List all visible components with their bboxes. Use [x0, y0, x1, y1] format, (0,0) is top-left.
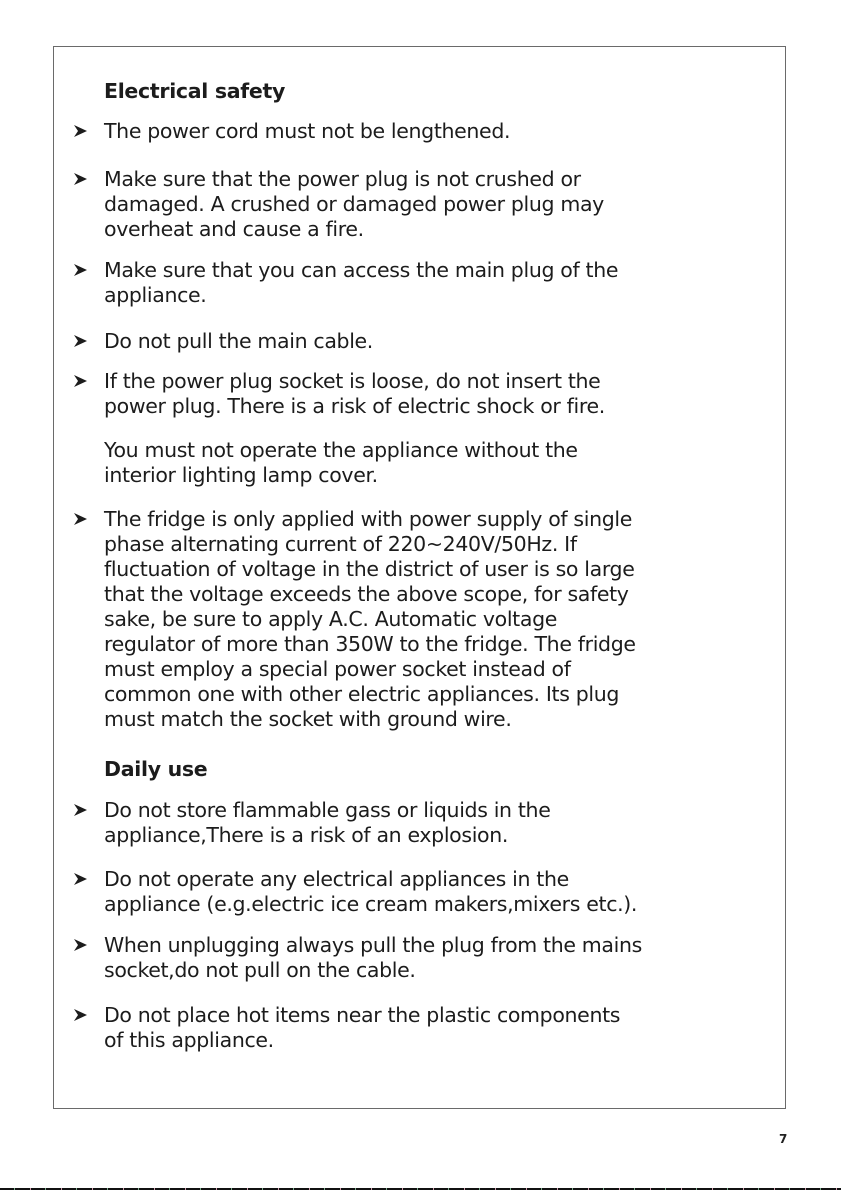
list-item-line: Make sure that you can access the main plug of the — [104, 258, 619, 282]
list-item-line: The power cord must not be lengthened. — [104, 119, 511, 143]
arrowhead-bullet-icon — [74, 939, 88, 951]
list-item-line: interior lighting lamp cover. — [104, 463, 378, 487]
list-item-line: Make sure that the power plug is not crushed or — [104, 167, 581, 191]
section-heading-electrical-safety: Electrical safety — [104, 79, 286, 103]
section-heading-daily-use: Daily use — [104, 757, 208, 781]
arrowhead-bullet-icon — [74, 873, 88, 885]
list-item-line: phase alternating current of 220~240V/50Hz. If — [104, 532, 577, 556]
list-item-line: that the voltage exceeds the above scope, for safety — [104, 582, 629, 606]
page-number: 7 — [779, 1132, 788, 1146]
list-item-line: fluctuation of voltage in the district of user is so large — [104, 557, 635, 581]
arrowhead-bullet-icon — [74, 513, 88, 525]
list-item-line: The fridge is only applied with power supply of single — [104, 507, 633, 531]
arrowhead-bullet-icon — [74, 264, 88, 276]
list-item-line: If the power plug socket is loose, do not insert the — [104, 369, 601, 393]
list-item-line: Do not store flammable gass or liquids in the — [104, 798, 551, 822]
list-item-line: regulator of more than 350W to the fridge. The fridge — [104, 632, 636, 656]
list-item-line: appliance,There is a risk of an explosion. — [104, 823, 509, 847]
list-item-line: You must not operate the appliance without the — [104, 438, 578, 462]
list-item-line: of this appliance. — [104, 1028, 274, 1052]
list-item-line: sake, be sure to apply A.C. Automatic voltage — [104, 607, 557, 631]
list-item-line: appliance (e.g.electric ice cream makers,mixers etc.). — [104, 892, 638, 916]
list-item-line: socket,do not pull on the cable. — [104, 958, 416, 982]
list-item-line: damaged. A crushed or damaged power plug may — [104, 192, 604, 216]
scan-edge-artifact — [0, 1188, 841, 1190]
arrowhead-bullet-icon — [74, 173, 88, 185]
arrowhead-bullet-icon — [74, 804, 88, 816]
list-item-line: appliance. — [104, 283, 207, 307]
arrowhead-bullet-icon — [74, 125, 88, 137]
list-item-line: common one with other electric appliances. Its plug — [104, 682, 620, 706]
arrowhead-bullet-icon — [74, 335, 88, 347]
list-item-line: power plug. There is a risk of electric shock or fire. — [104, 394, 605, 418]
arrowhead-bullet-icon — [74, 375, 88, 387]
list-item-line: Do not place hot items near the plastic components — [104, 1003, 621, 1027]
list-item-line: Do not operate any electrical appliances in the — [104, 867, 569, 891]
list-item-line: When unplugging always pull the plug from the mains — [104, 933, 642, 957]
arrowhead-bullet-icon — [74, 1009, 88, 1021]
list-item-line: must employ a special power socket instead of — [104, 657, 571, 681]
list-item-line: overheat and cause a fire. — [104, 217, 364, 241]
list-item-line: must match the socket with ground wire. — [104, 707, 512, 731]
list-item-line: Do not pull the main cable. — [104, 329, 373, 353]
